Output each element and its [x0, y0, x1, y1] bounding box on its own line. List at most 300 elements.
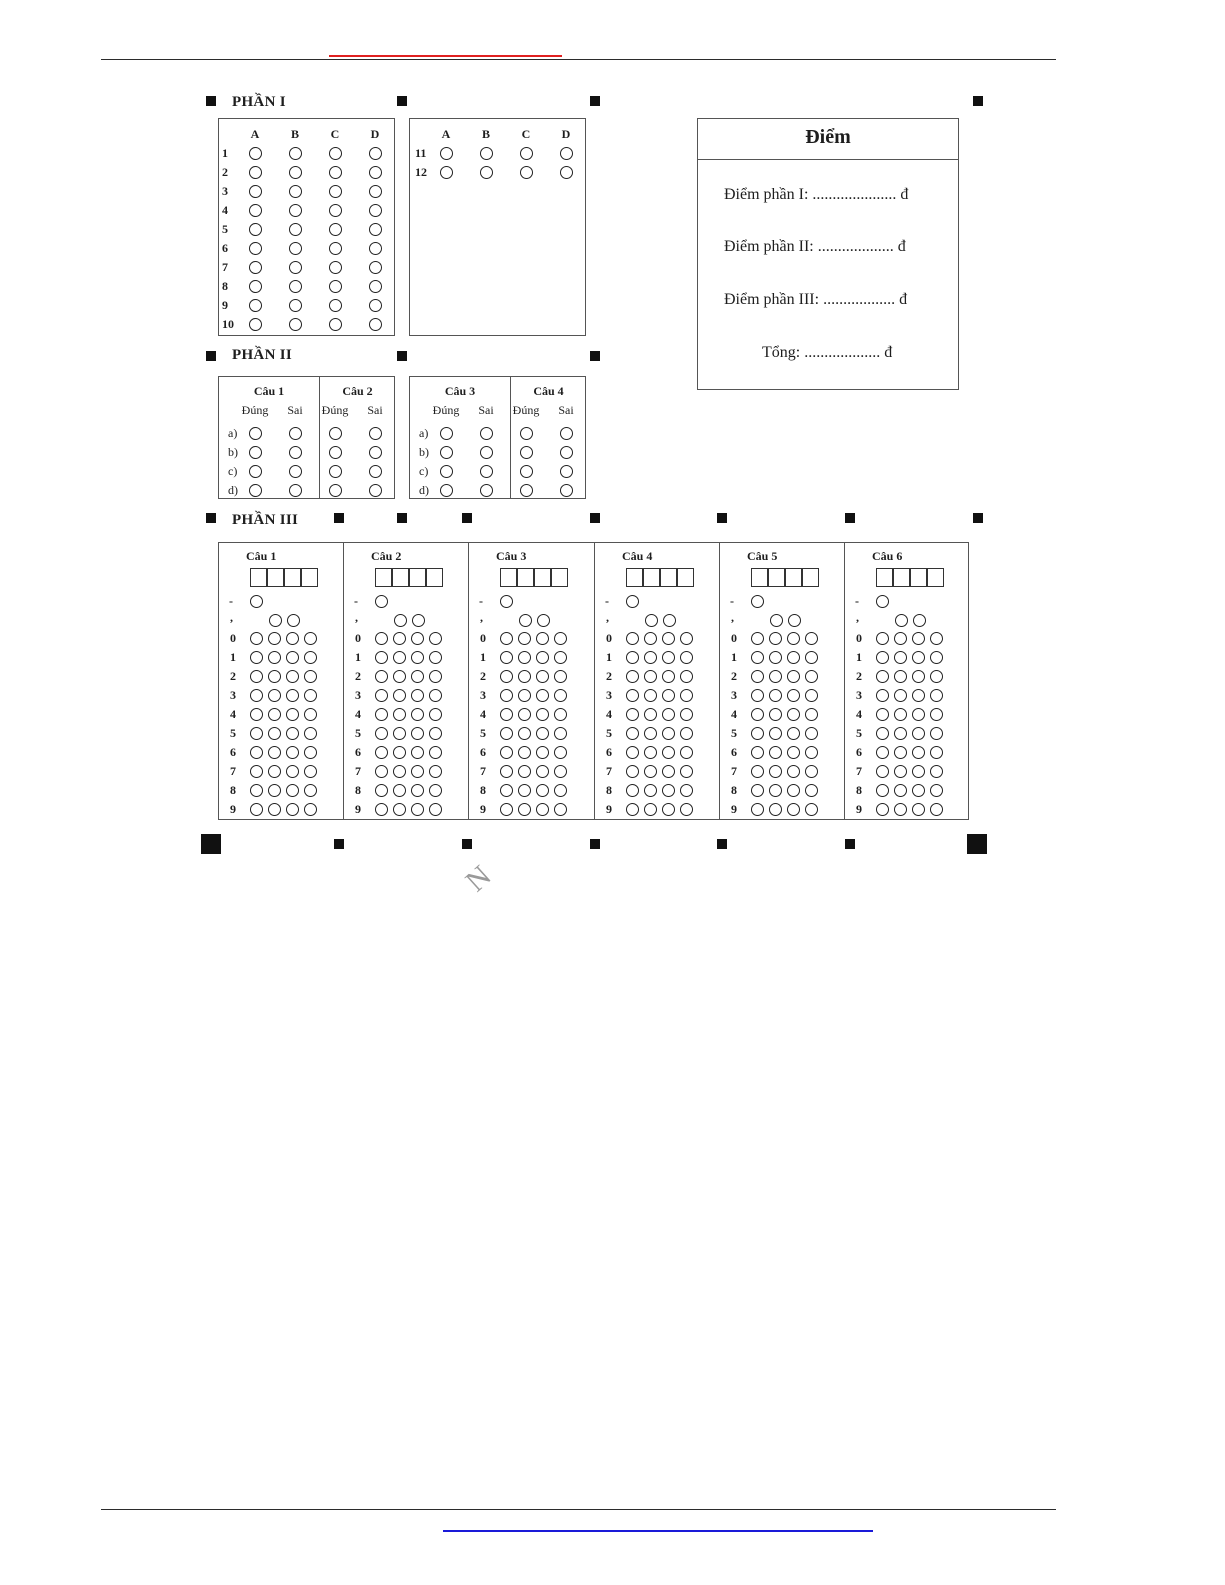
digit-bubble[interactable]	[518, 765, 531, 778]
answer-bubble[interactable]	[249, 465, 262, 478]
digit-bubble[interactable]	[894, 746, 907, 759]
digit-bubble[interactable]	[536, 765, 549, 778]
answer-bubble[interactable]	[289, 223, 302, 236]
digit-bubble[interactable]	[644, 632, 657, 645]
digit-entry-box[interactable]	[375, 568, 392, 587]
comma-bubble[interactable]	[663, 614, 676, 627]
answer-bubble[interactable]	[369, 318, 382, 331]
digit-entry-box[interactable]	[392, 568, 409, 587]
digit-bubble[interactable]	[680, 784, 693, 797]
digit-bubble[interactable]	[644, 765, 657, 778]
digit-bubble[interactable]	[894, 689, 907, 702]
digit-bubble[interactable]	[680, 765, 693, 778]
digit-bubble[interactable]	[250, 651, 263, 664]
answer-bubble[interactable]	[520, 446, 533, 459]
digit-bubble[interactable]	[500, 765, 513, 778]
answer-bubble[interactable]	[289, 204, 302, 217]
answer-bubble[interactable]	[289, 185, 302, 198]
digit-bubble[interactable]	[751, 784, 764, 797]
comma-bubble[interactable]	[412, 614, 425, 627]
answer-bubble[interactable]	[369, 427, 382, 440]
digit-bubble[interactable]	[787, 651, 800, 664]
digit-bubble[interactable]	[500, 708, 513, 721]
digit-entry-box[interactable]	[534, 568, 551, 587]
answer-bubble[interactable]	[249, 427, 262, 440]
digit-bubble[interactable]	[518, 651, 531, 664]
digit-bubble[interactable]	[500, 746, 513, 759]
digit-bubble[interactable]	[626, 746, 639, 759]
digit-entry-box[interactable]	[250, 568, 267, 587]
digit-bubble[interactable]	[751, 651, 764, 664]
digit-bubble[interactable]	[375, 746, 388, 759]
digit-bubble[interactable]	[644, 746, 657, 759]
answer-bubble[interactable]	[249, 242, 262, 255]
digit-bubble[interactable]	[876, 708, 889, 721]
minus-bubble[interactable]	[751, 595, 764, 608]
digit-bubble[interactable]	[805, 689, 818, 702]
answer-bubble[interactable]	[289, 166, 302, 179]
digit-bubble[interactable]	[250, 632, 263, 645]
digit-bubble[interactable]	[268, 727, 281, 740]
answer-bubble[interactable]	[289, 318, 302, 331]
digit-bubble[interactable]	[787, 708, 800, 721]
digit-bubble[interactable]	[662, 765, 675, 778]
digit-bubble[interactable]	[429, 632, 442, 645]
digit-bubble[interactable]	[554, 803, 567, 816]
comma-bubble[interactable]	[788, 614, 801, 627]
digit-bubble[interactable]	[554, 765, 567, 778]
digit-bubble[interactable]	[662, 746, 675, 759]
answer-bubble[interactable]	[440, 147, 453, 160]
digit-bubble[interactable]	[536, 784, 549, 797]
digit-bubble[interactable]	[626, 727, 639, 740]
digit-bubble[interactable]	[680, 689, 693, 702]
digit-bubble[interactable]	[876, 746, 889, 759]
digit-entry-box[interactable]	[876, 568, 893, 587]
digit-bubble[interactable]	[805, 803, 818, 816]
digit-bubble[interactable]	[411, 651, 424, 664]
digit-bubble[interactable]	[930, 784, 943, 797]
answer-bubble[interactable]	[249, 484, 262, 497]
answer-bubble[interactable]	[560, 465, 573, 478]
digit-bubble[interactable]	[876, 727, 889, 740]
digit-bubble[interactable]	[268, 784, 281, 797]
digit-bubble[interactable]	[769, 803, 782, 816]
answer-bubble[interactable]	[329, 484, 342, 497]
answer-bubble[interactable]	[329, 223, 342, 236]
digit-bubble[interactable]	[805, 727, 818, 740]
answer-bubble[interactable]	[520, 484, 533, 497]
digit-bubble[interactable]	[286, 784, 299, 797]
answer-bubble[interactable]	[560, 147, 573, 160]
digit-bubble[interactable]	[554, 727, 567, 740]
digit-bubble[interactable]	[787, 670, 800, 683]
digit-bubble[interactable]	[268, 803, 281, 816]
digit-bubble[interactable]	[536, 689, 549, 702]
digit-bubble[interactable]	[393, 670, 406, 683]
answer-bubble[interactable]	[329, 166, 342, 179]
digit-bubble[interactable]	[375, 784, 388, 797]
digit-bubble[interactable]	[250, 689, 263, 702]
digit-entry-box[interactable]	[284, 568, 301, 587]
digit-bubble[interactable]	[500, 803, 513, 816]
digit-bubble[interactable]	[787, 632, 800, 645]
digit-bubble[interactable]	[518, 803, 531, 816]
digit-bubble[interactable]	[912, 746, 925, 759]
digit-bubble[interactable]	[680, 746, 693, 759]
comma-bubble[interactable]	[269, 614, 282, 627]
answer-bubble[interactable]	[249, 223, 262, 236]
answer-bubble[interactable]	[289, 465, 302, 478]
digit-bubble[interactable]	[286, 708, 299, 721]
digit-bubble[interactable]	[626, 632, 639, 645]
answer-bubble[interactable]	[289, 427, 302, 440]
digit-bubble[interactable]	[286, 670, 299, 683]
digit-bubble[interactable]	[805, 670, 818, 683]
digit-bubble[interactable]	[644, 803, 657, 816]
answer-bubble[interactable]	[480, 166, 493, 179]
answer-bubble[interactable]	[249, 166, 262, 179]
digit-bubble[interactable]	[429, 651, 442, 664]
digit-entry-box[interactable]	[768, 568, 785, 587]
digit-bubble[interactable]	[268, 670, 281, 683]
digit-bubble[interactable]	[769, 670, 782, 683]
digit-bubble[interactable]	[429, 689, 442, 702]
digit-bubble[interactable]	[626, 765, 639, 778]
digit-bubble[interactable]	[662, 689, 675, 702]
digit-entry-box[interactable]	[626, 568, 643, 587]
digit-bubble[interactable]	[536, 727, 549, 740]
digit-bubble[interactable]	[930, 651, 943, 664]
digit-entry-box[interactable]	[426, 568, 443, 587]
answer-bubble[interactable]	[369, 223, 382, 236]
digit-bubble[interactable]	[912, 632, 925, 645]
digit-bubble[interactable]	[912, 670, 925, 683]
digit-bubble[interactable]	[518, 689, 531, 702]
comma-bubble[interactable]	[770, 614, 783, 627]
digit-bubble[interactable]	[375, 708, 388, 721]
digit-bubble[interactable]	[876, 765, 889, 778]
digit-bubble[interactable]	[411, 689, 424, 702]
digit-bubble[interactable]	[876, 670, 889, 683]
digit-entry-box[interactable]	[409, 568, 426, 587]
digit-bubble[interactable]	[250, 803, 263, 816]
digit-bubble[interactable]	[250, 784, 263, 797]
digit-bubble[interactable]	[787, 746, 800, 759]
digit-bubble[interactable]	[876, 651, 889, 664]
digit-entry-box[interactable]	[267, 568, 284, 587]
digit-bubble[interactable]	[894, 651, 907, 664]
digit-bubble[interactable]	[930, 670, 943, 683]
answer-bubble[interactable]	[329, 185, 342, 198]
digit-bubble[interactable]	[751, 727, 764, 740]
minus-bubble[interactable]	[626, 595, 639, 608]
digit-bubble[interactable]	[644, 689, 657, 702]
digit-bubble[interactable]	[787, 784, 800, 797]
digit-bubble[interactable]	[393, 689, 406, 702]
digit-bubble[interactable]	[769, 784, 782, 797]
answer-bubble[interactable]	[249, 280, 262, 293]
digit-bubble[interactable]	[930, 689, 943, 702]
digit-bubble[interactable]	[518, 727, 531, 740]
digit-bubble[interactable]	[304, 727, 317, 740]
digit-bubble[interactable]	[268, 746, 281, 759]
digit-bubble[interactable]	[751, 803, 764, 816]
digit-bubble[interactable]	[268, 651, 281, 664]
digit-bubble[interactable]	[680, 651, 693, 664]
digit-entry-box[interactable]	[677, 568, 694, 587]
digit-entry-box[interactable]	[893, 568, 910, 587]
answer-bubble[interactable]	[329, 242, 342, 255]
digit-bubble[interactable]	[518, 670, 531, 683]
digit-bubble[interactable]	[930, 727, 943, 740]
answer-bubble[interactable]	[520, 166, 533, 179]
comma-bubble[interactable]	[394, 614, 407, 627]
digit-bubble[interactable]	[805, 651, 818, 664]
digit-bubble[interactable]	[250, 746, 263, 759]
answer-bubble[interactable]	[329, 280, 342, 293]
digit-bubble[interactable]	[536, 632, 549, 645]
digit-bubble[interactable]	[769, 727, 782, 740]
digit-bubble[interactable]	[662, 651, 675, 664]
digit-bubble[interactable]	[894, 803, 907, 816]
minus-bubble[interactable]	[250, 595, 263, 608]
digit-bubble[interactable]	[805, 784, 818, 797]
digit-bubble[interactable]	[375, 632, 388, 645]
digit-bubble[interactable]	[500, 632, 513, 645]
digit-bubble[interactable]	[286, 765, 299, 778]
digit-bubble[interactable]	[769, 765, 782, 778]
digit-bubble[interactable]	[286, 632, 299, 645]
digit-bubble[interactable]	[554, 746, 567, 759]
answer-bubble[interactable]	[369, 299, 382, 312]
digit-bubble[interactable]	[286, 803, 299, 816]
digit-bubble[interactable]	[554, 784, 567, 797]
digit-bubble[interactable]	[518, 746, 531, 759]
digit-bubble[interactable]	[644, 651, 657, 664]
digit-bubble[interactable]	[393, 784, 406, 797]
digit-bubble[interactable]	[662, 803, 675, 816]
digit-bubble[interactable]	[304, 746, 317, 759]
answer-bubble[interactable]	[369, 166, 382, 179]
digit-bubble[interactable]	[393, 746, 406, 759]
digit-bubble[interactable]	[304, 765, 317, 778]
digit-bubble[interactable]	[912, 765, 925, 778]
answer-bubble[interactable]	[249, 261, 262, 274]
digit-entry-box[interactable]	[551, 568, 568, 587]
answer-bubble[interactable]	[249, 147, 262, 160]
answer-bubble[interactable]	[369, 204, 382, 217]
digit-bubble[interactable]	[393, 727, 406, 740]
digit-bubble[interactable]	[930, 803, 943, 816]
digit-bubble[interactable]	[751, 765, 764, 778]
digit-bubble[interactable]	[751, 632, 764, 645]
digit-bubble[interactable]	[536, 803, 549, 816]
digit-bubble[interactable]	[626, 803, 639, 816]
answer-bubble[interactable]	[329, 261, 342, 274]
digit-bubble[interactable]	[805, 708, 818, 721]
comma-bubble[interactable]	[895, 614, 908, 627]
digit-bubble[interactable]	[250, 727, 263, 740]
digit-bubble[interactable]	[536, 670, 549, 683]
digit-bubble[interactable]	[626, 784, 639, 797]
answer-bubble[interactable]	[369, 465, 382, 478]
digit-bubble[interactable]	[644, 708, 657, 721]
digit-bubble[interactable]	[500, 784, 513, 797]
digit-bubble[interactable]	[769, 689, 782, 702]
digit-bubble[interactable]	[769, 746, 782, 759]
digit-bubble[interactable]	[429, 765, 442, 778]
answer-bubble[interactable]	[480, 465, 493, 478]
digit-bubble[interactable]	[500, 651, 513, 664]
digit-bubble[interactable]	[769, 708, 782, 721]
digit-bubble[interactable]	[751, 689, 764, 702]
answer-bubble[interactable]	[289, 280, 302, 293]
digit-bubble[interactable]	[250, 670, 263, 683]
comma-bubble[interactable]	[519, 614, 532, 627]
digit-bubble[interactable]	[662, 784, 675, 797]
digit-bubble[interactable]	[286, 727, 299, 740]
digit-bubble[interactable]	[393, 651, 406, 664]
answer-bubble[interactable]	[369, 242, 382, 255]
digit-bubble[interactable]	[411, 803, 424, 816]
digit-bubble[interactable]	[411, 727, 424, 740]
answer-bubble[interactable]	[329, 427, 342, 440]
answer-bubble[interactable]	[520, 427, 533, 440]
answer-bubble[interactable]	[520, 465, 533, 478]
digit-bubble[interactable]	[304, 784, 317, 797]
answer-bubble[interactable]	[289, 484, 302, 497]
digit-bubble[interactable]	[626, 651, 639, 664]
digit-bubble[interactable]	[304, 632, 317, 645]
digit-bubble[interactable]	[375, 803, 388, 816]
digit-bubble[interactable]	[375, 651, 388, 664]
digit-bubble[interactable]	[286, 746, 299, 759]
answer-bubble[interactable]	[369, 147, 382, 160]
digit-bubble[interactable]	[662, 632, 675, 645]
digit-entry-box[interactable]	[751, 568, 768, 587]
digit-bubble[interactable]	[429, 784, 442, 797]
answer-bubble[interactable]	[480, 147, 493, 160]
digit-bubble[interactable]	[805, 632, 818, 645]
digit-bubble[interactable]	[411, 765, 424, 778]
answer-bubble[interactable]	[560, 484, 573, 497]
digit-bubble[interactable]	[662, 708, 675, 721]
digit-bubble[interactable]	[393, 803, 406, 816]
answer-bubble[interactable]	[329, 299, 342, 312]
digit-bubble[interactable]	[375, 689, 388, 702]
answer-bubble[interactable]	[480, 446, 493, 459]
digit-bubble[interactable]	[876, 803, 889, 816]
answer-bubble[interactable]	[329, 147, 342, 160]
digit-bubble[interactable]	[304, 803, 317, 816]
comma-bubble[interactable]	[287, 614, 300, 627]
answer-bubble[interactable]	[520, 147, 533, 160]
digit-bubble[interactable]	[680, 708, 693, 721]
digit-bubble[interactable]	[894, 727, 907, 740]
answer-bubble[interactable]	[440, 465, 453, 478]
digit-bubble[interactable]	[876, 689, 889, 702]
answer-bubble[interactable]	[329, 446, 342, 459]
answer-bubble[interactable]	[249, 204, 262, 217]
comma-bubble[interactable]	[913, 614, 926, 627]
minus-bubble[interactable]	[375, 595, 388, 608]
digit-bubble[interactable]	[393, 708, 406, 721]
digit-entry-box[interactable]	[643, 568, 660, 587]
digit-bubble[interactable]	[268, 632, 281, 645]
answer-bubble[interactable]	[289, 242, 302, 255]
digit-bubble[interactable]	[268, 708, 281, 721]
digit-bubble[interactable]	[930, 765, 943, 778]
answer-bubble[interactable]	[249, 185, 262, 198]
digit-bubble[interactable]	[662, 670, 675, 683]
answer-bubble[interactable]	[249, 446, 262, 459]
answer-bubble[interactable]	[289, 147, 302, 160]
digit-bubble[interactable]	[286, 689, 299, 702]
answer-bubble[interactable]	[560, 166, 573, 179]
answer-bubble[interactable]	[440, 446, 453, 459]
digit-bubble[interactable]	[411, 670, 424, 683]
digit-bubble[interactable]	[894, 708, 907, 721]
digit-bubble[interactable]	[894, 784, 907, 797]
digit-bubble[interactable]	[912, 727, 925, 740]
digit-bubble[interactable]	[554, 670, 567, 683]
digit-bubble[interactable]	[876, 632, 889, 645]
digit-bubble[interactable]	[626, 689, 639, 702]
digit-bubble[interactable]	[554, 651, 567, 664]
digit-bubble[interactable]	[751, 708, 764, 721]
digit-bubble[interactable]	[518, 632, 531, 645]
digit-bubble[interactable]	[429, 670, 442, 683]
digit-bubble[interactable]	[500, 689, 513, 702]
digit-bubble[interactable]	[912, 784, 925, 797]
digit-bubble[interactable]	[787, 765, 800, 778]
answer-bubble[interactable]	[440, 484, 453, 497]
answer-bubble[interactable]	[369, 185, 382, 198]
digit-bubble[interactable]	[626, 670, 639, 683]
minus-bubble[interactable]	[876, 595, 889, 608]
digit-bubble[interactable]	[518, 784, 531, 797]
answer-bubble[interactable]	[369, 280, 382, 293]
digit-bubble[interactable]	[536, 708, 549, 721]
digit-bubble[interactable]	[751, 670, 764, 683]
digit-bubble[interactable]	[644, 670, 657, 683]
digit-bubble[interactable]	[894, 670, 907, 683]
digit-bubble[interactable]	[769, 632, 782, 645]
answer-bubble[interactable]	[440, 427, 453, 440]
answer-bubble[interactable]	[329, 204, 342, 217]
answer-bubble[interactable]	[289, 261, 302, 274]
digit-entry-box[interactable]	[785, 568, 802, 587]
answer-bubble[interactable]	[440, 166, 453, 179]
digit-bubble[interactable]	[304, 689, 317, 702]
digit-bubble[interactable]	[680, 670, 693, 683]
digit-bubble[interactable]	[912, 803, 925, 816]
digit-bubble[interactable]	[518, 708, 531, 721]
answer-bubble[interactable]	[249, 318, 262, 331]
digit-bubble[interactable]	[680, 803, 693, 816]
comma-bubble[interactable]	[645, 614, 658, 627]
digit-bubble[interactable]	[787, 727, 800, 740]
digit-bubble[interactable]	[429, 803, 442, 816]
digit-bubble[interactable]	[787, 803, 800, 816]
digit-bubble[interactable]	[411, 708, 424, 721]
digit-bubble[interactable]	[393, 632, 406, 645]
digit-bubble[interactable]	[751, 746, 764, 759]
digit-bubble[interactable]	[805, 746, 818, 759]
answer-bubble[interactable]	[560, 427, 573, 440]
comma-bubble[interactable]	[537, 614, 550, 627]
